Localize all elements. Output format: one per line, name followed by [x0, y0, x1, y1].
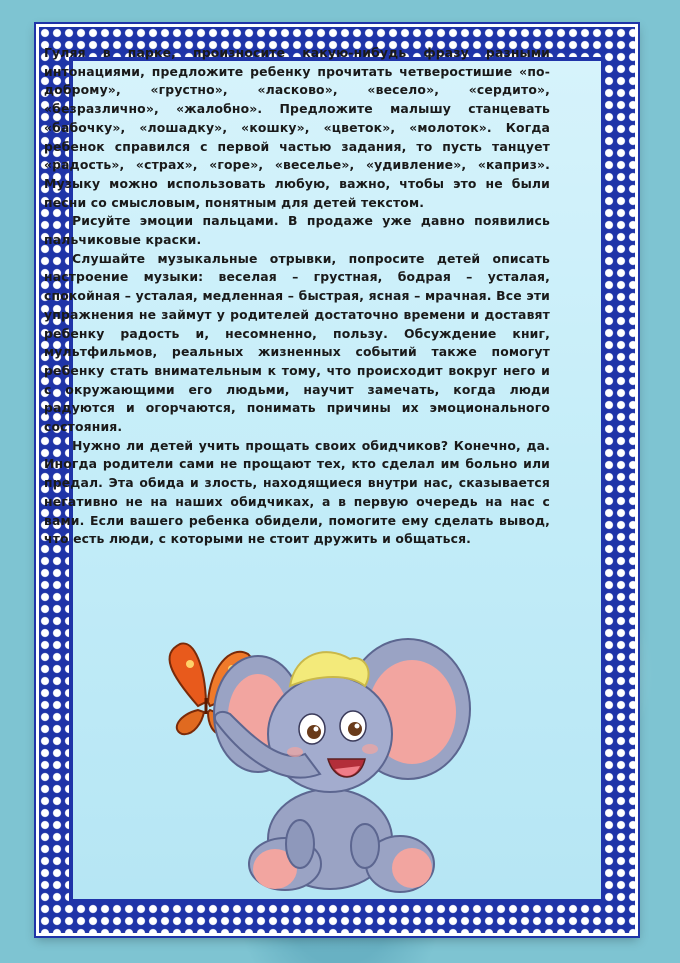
paragraph-4: Нужно ли детей учить прощать своих обидчиков? Конечно, да. Иногда родители сами не прощают тех, кто сделал им больно или предал. Эта обида и злость, находящиеся внутри нас, сказывается негативно не на наших обидчиках, а в первую очередь на нас с вами. Если вашего ребенка обидели, помогите ему сделать вывод, что есть люди, с которыми не стоит дружить и общаться.: [44, 437, 550, 547]
paragraph-1: Гуляя в парке, произносите какую-нибудь фразу разными интонациями, предложите ребенку прочитать четверостишие «по-доброму», «грустно», «ласково», «весело», «сердито», «безразлично», «жалобно». Предложите малышу станцевать «бабочку», «лошадку», «кошку», «цветок», «молоток». Когда ребенок справился с первой частью задания, то пусть танцует «радость», «страх», «горе», «веселье», «удивление», «каприз». Музыку можно использовать любую, важно, чтобы это не были песни со смысловым, понятным для детей текстом.: [44, 45, 550, 210]
elephant-illustration: [150, 614, 500, 904]
paragraph-2: Рисуйте эмоции пальцами. В продаже уже давно появились пальчиковые краски.: [44, 213, 550, 248]
article-text: [44, 44, 550, 549]
paragraph-3: Слушайте музыкальные отрывки, попросите детей описать настроение музыки: веселая – грустная, бодрая – усталая, спокойная – усталая, медленная – быстрая, ясная – мрачная. Все эти упражнения не займут у родителей достаточно времени и доставят ребенку радость и, несомненно, пользу. Обсуждение книг, мультфильмов, реальных жизненных событий также помогут ребенку стать внимательным к тому, что происходит вокруг него и с окружающими его людьми, научит замечать, когда люди радуются и огорчаются, понимать причины их эмоционального состояния.: [44, 250, 550, 435]
